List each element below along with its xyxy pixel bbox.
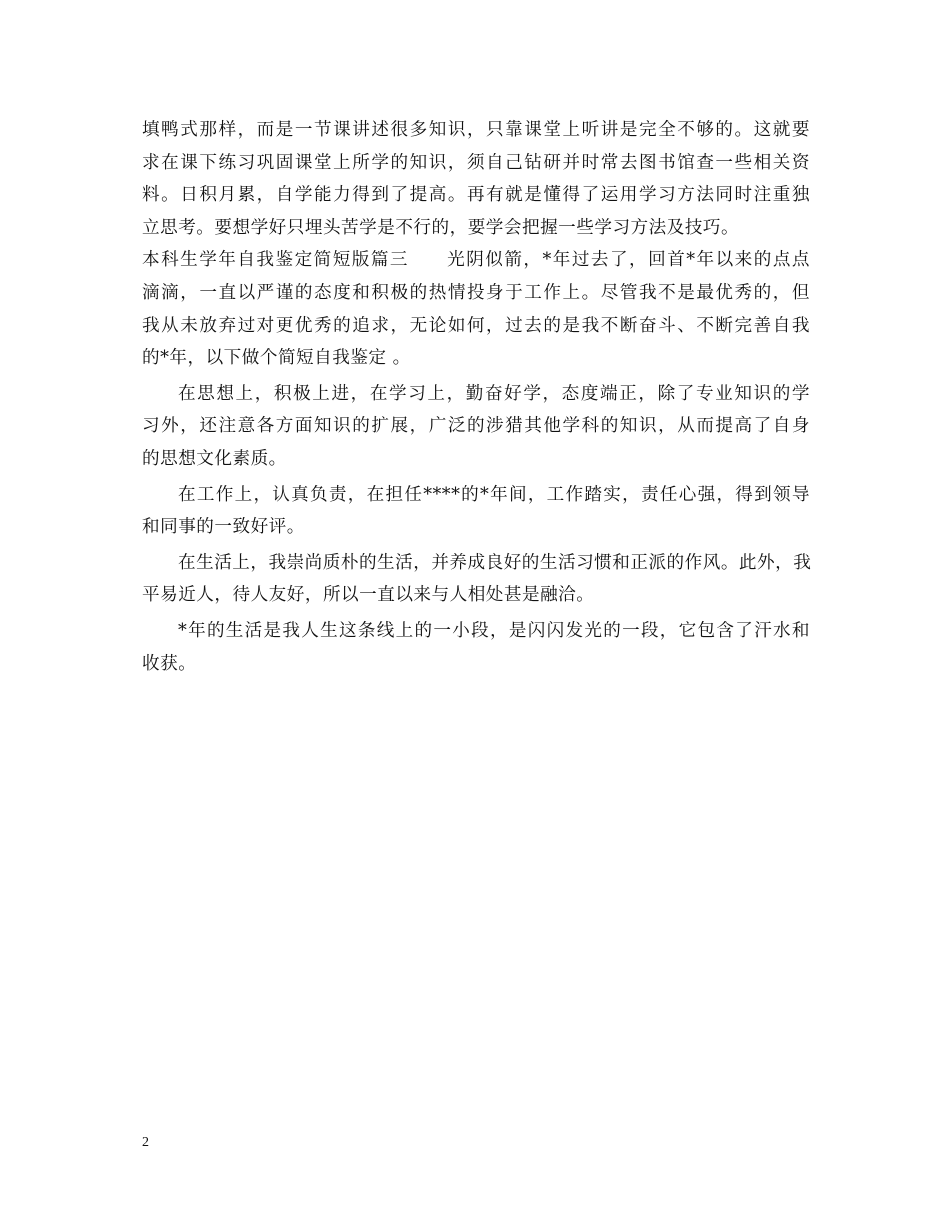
text-line: 在工作上，认真负责，在担任****的*年间，工作踏实，责任心强，得到领导 — [178, 484, 810, 505]
text-line: 的思想文化素质。 — [142, 448, 287, 469]
page-number: 2 — [142, 1135, 149, 1150]
text-line: 本科生学年自我鉴定简短版篇三 光阴似箭，*年过去了，回首*年以来的点点 — [142, 250, 810, 271]
text-line: 料。日积月累，自学能力得到了提高。再有就是懂得了运用学习方法同时注重独 — [142, 185, 810, 206]
text-line: 和同事的一致好评。 — [142, 517, 305, 538]
text-line: 滴滴，一直以严谨的态度和积极的热情投身于工作上。尽管我不是最优秀的，但 — [142, 282, 810, 303]
text-line: 求在课下练习巩固课堂上所学的知识，须自己钻研并时常去图书馆查一些相关资 — [142, 152, 810, 173]
text-line: 立思考。要想学好只埋头苦学是不行的，要学会把握一些学习方法及技巧。 — [142, 217, 740, 238]
text-line: 收获。 — [142, 653, 197, 674]
text-line: 平易近人，待人友好，所以一直以来与人相处甚是融洽。 — [142, 585, 595, 606]
text-line: 的*年，以下做个简短自我鉴定 。 — [142, 348, 411, 369]
text-line: 在思想上，积极上进，在学习上，勤奋好学，态度端正，除了专业知识的学 — [178, 383, 810, 404]
text-line: 习外，还注意各方面知识的扩展，广泛的涉猎其他学科的知识，从而提高了自身 — [142, 416, 810, 437]
text-line: 填鸭式那样，而是一节课讲述很多知识，只靠课堂上听讲是完全不够的。这就要 — [142, 120, 810, 140]
text-line: 在生活上，我崇尚质朴的生活，并养成良好的生活习惯和正派的作风。此外，我 — [178, 552, 812, 573]
text-line: 我从未放弃过对更优秀的追求，无论如何，过去的是我不断奋斗、不断完善自我 — [142, 315, 810, 336]
text-line: *年的生活是我人生这条线上的一小段，是闪闪发光的一段，它包含了汗水和 — [178, 620, 810, 641]
document-body — [142, 114, 810, 680]
